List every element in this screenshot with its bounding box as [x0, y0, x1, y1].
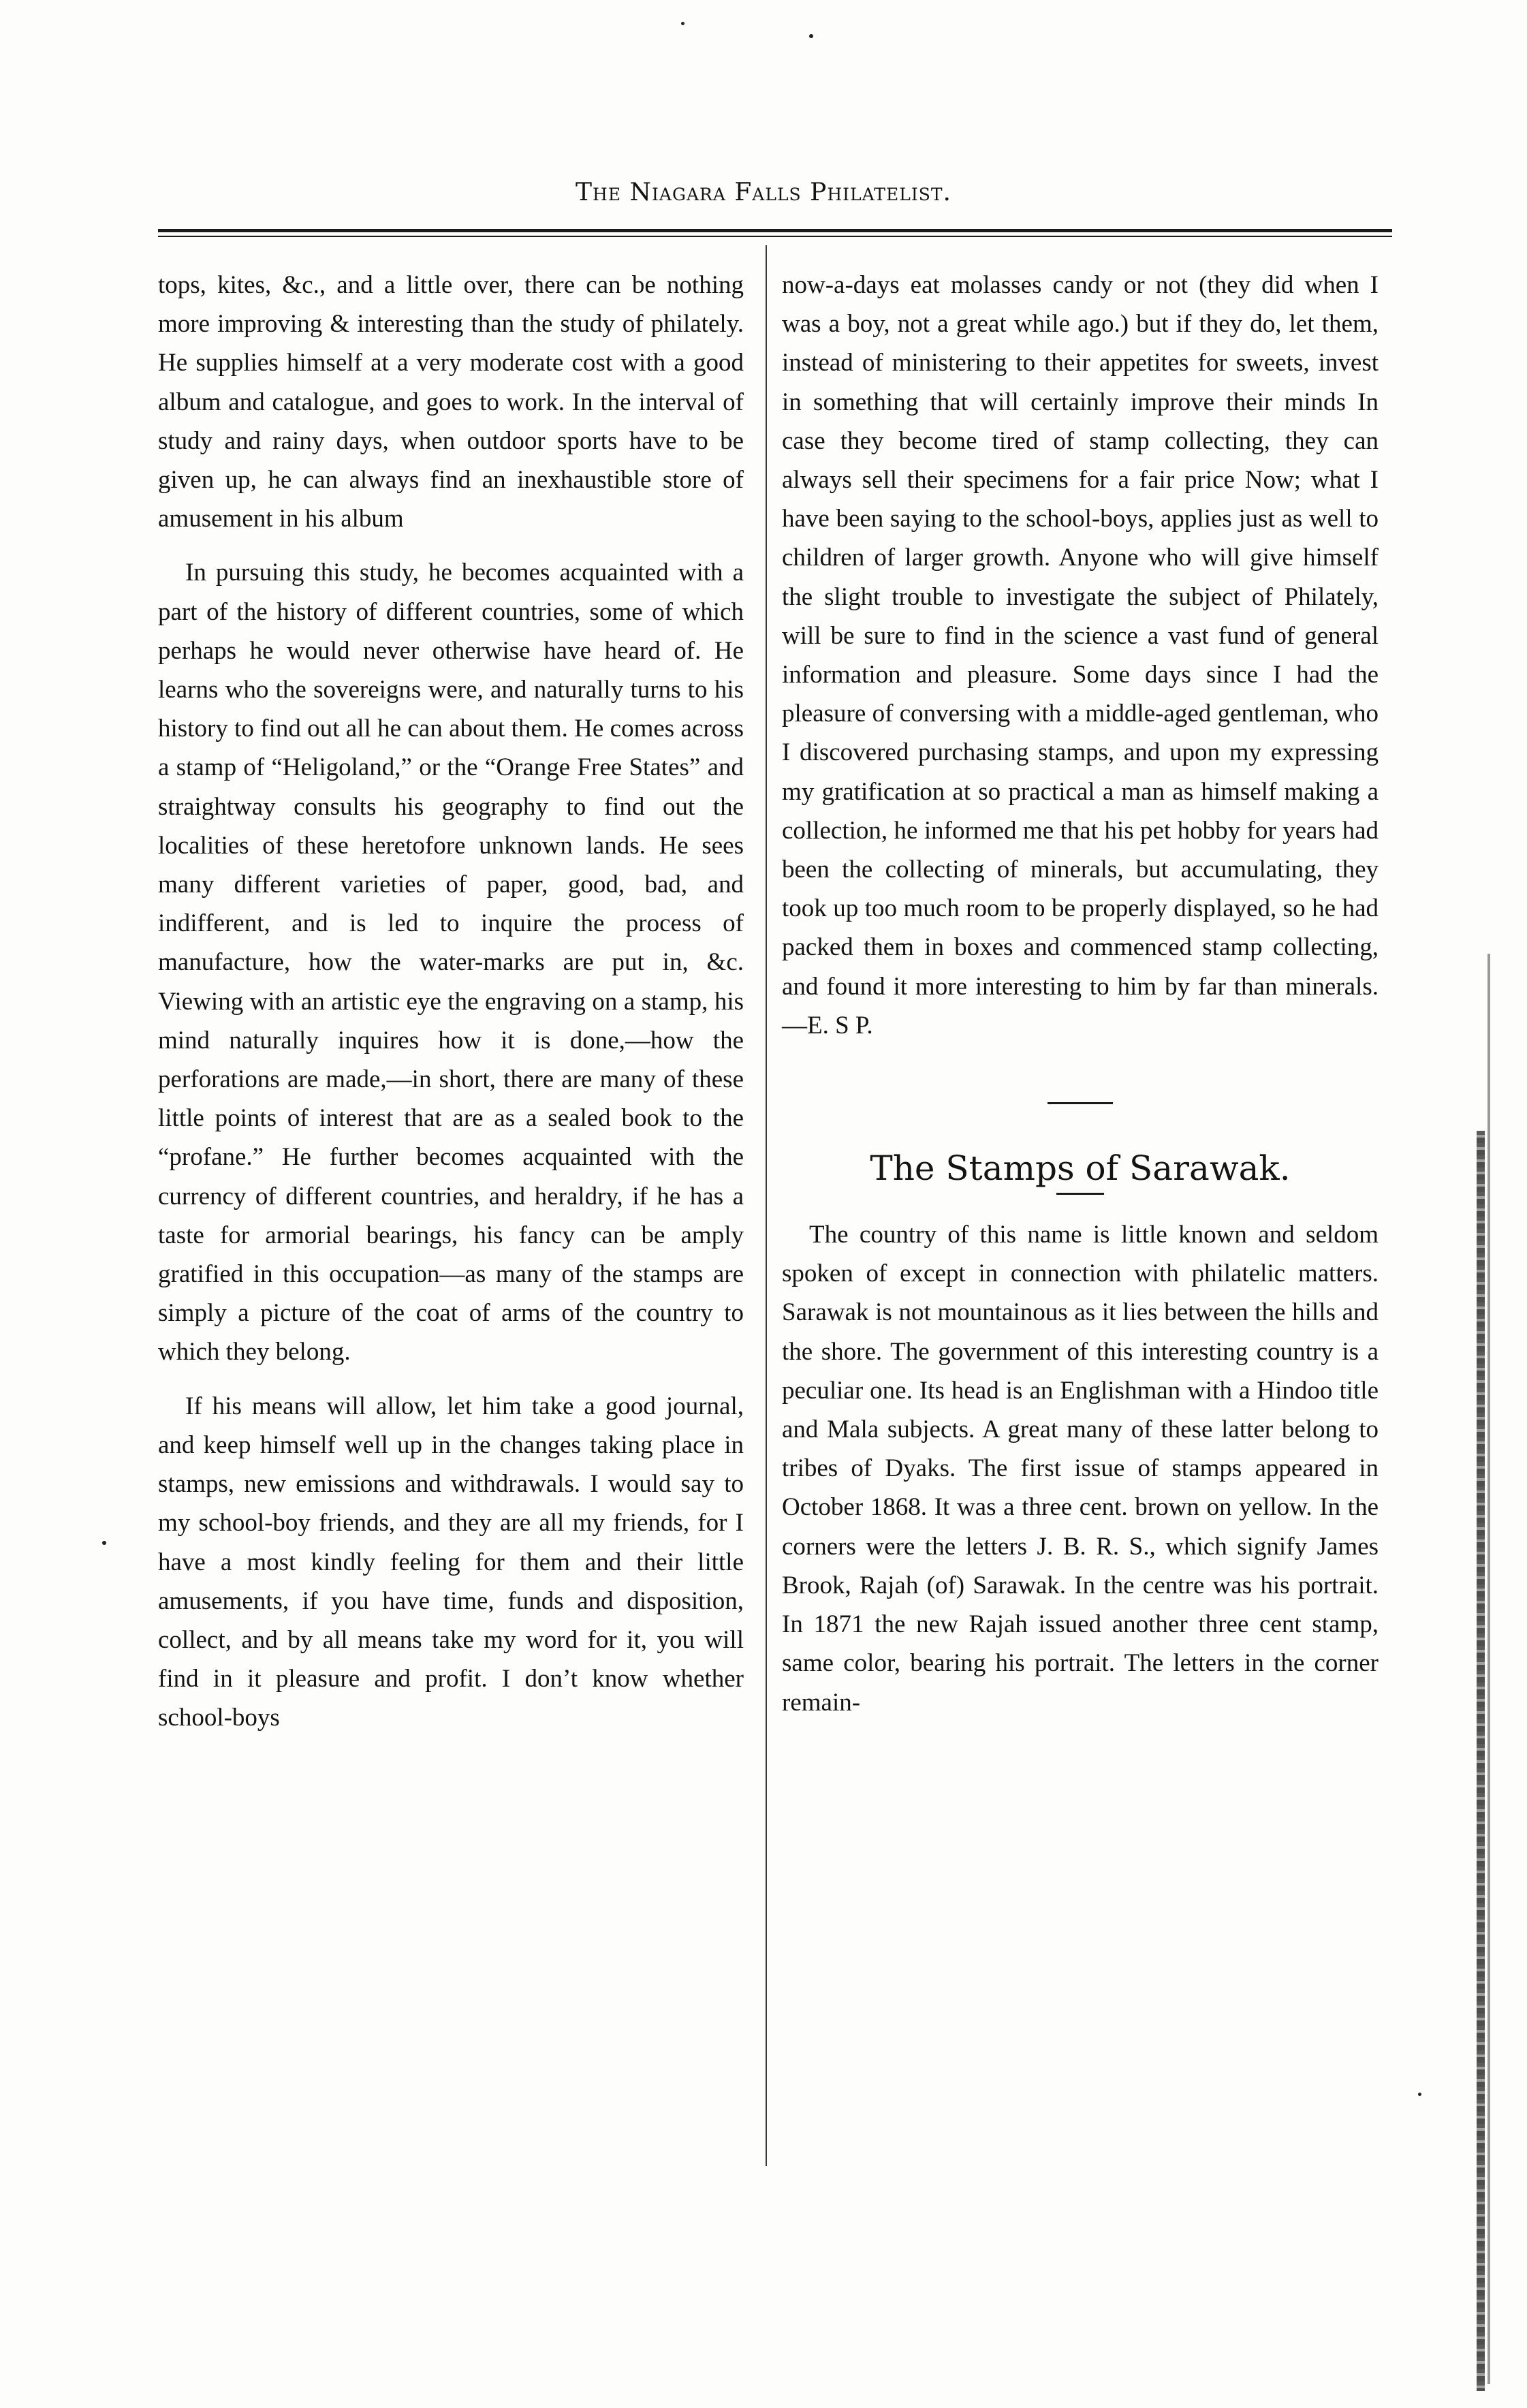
title-underline — [1056, 1193, 1104, 1195]
margin-speck — [1418, 2093, 1421, 2096]
margin-speck — [809, 34, 813, 38]
left-column — [158, 266, 744, 1738]
page-edge-binding — [1477, 1131, 1485, 2391]
page-edge-line — [1487, 954, 1490, 2384]
right-column — [782, 266, 1379, 1722]
left-paragraph-1: tops, kites, &c., and a little over, there can be nothing more improving & interesting than the study of philately. He supplies himself at a very moderate cost with a good album and catalogue, and goes to work. In the interval of study and rainy days, when outdoor sports have to be given up, he can always find an inexhaustible store of amusement in his album — [158, 271, 744, 533]
margin-speck — [102, 1541, 106, 1545]
column-divider — [766, 245, 767, 2166]
section-title: The Stamps of Sarawak. — [870, 1148, 1291, 1189]
header-rule-thin — [158, 236, 1392, 237]
margin-speck — [681, 22, 684, 25]
running-header: The Niagara Falls Philatelist. — [576, 178, 951, 206]
section-separator — [1048, 1102, 1113, 1104]
sarawak-paragraph: The country of this name is little known and seldom spoken of except in connection with philatelic matters. Sarawak is not mountainous as it lies between the hills and the shore. The government of this interesting country is a peculiar one. Its head is an Englishman with a Hindoo title and Mala subjects. A great many of these latter belong to tribes of Dyaks. The first issue of stamps appeared in October 1868. It was a three cent. brown on yellow. In the corners were the letters J. B. R. S., which signify James Brook, Rajah (of) Sarawak. In the centre was his portrait. In 1871 the new Rajah issued another three cent stamp, same color, bearing his portrait. The letters in the corner remain- — [782, 1221, 1379, 1717]
right-paragraph-1: now-a-days eat molasses candy or not (they did when I was a boy, not a great while ago.) but if they do, let them, instead of ministering to their appetites for sweets, invest in something that will certainly improve their minds In case they become tired of stamp collecting, they can always sell their specimens for a fair price Now; what I have been saying to the school-boys, applies just as well to children of larger growth. Anyone who will give himself the slight trouble to investigate the subject of Philately, will be sure to find in the science a vast fund of general information and pleasure. Some days since I had the pleasure of conversing with a middle-aged gentleman, who I discovered purchasing stamps, and upon my expressing my gratification at so practical a man as himself making a collection, he informed me that his pet hobby for years had been the collecting of minerals, but accumulating, they took up too much room to be properly displayed, so he had packed them in boxes and commenced stamp collecting, and found it more interesting to him by far than minerals.—E. S P. — [782, 271, 1379, 1039]
left-paragraph-2: In pursuing this study, he becomes acquainted with a part of the history of different countries, some of which perhaps he would never otherwise have heard of. He learns who the sovereigns were, and naturally turns to his history to find out all he can about them. He comes across a stamp of “Heligoland,” or the “Orange Free States” and straightway consults his geography to find out the localities of these heretofore unknown lands. He sees many different varieties of paper, good, bad, and indifferent, and is led to inquire the process of manufacture, how the water-marks are put in, &c. Viewing with an artistic eye the engraving on a stamp, his mind naturally inquires how it is done,—how the perforations are made,—in short, there are many of these little points of interest that are as a sealed book to the “profane.” He further becomes acquainted with the currency of different countries, and heraldry, if he has a taste for armorial bearings, his fancy can be amply gratified in this occupation—as many of the stamps are simply a picture of the coat of arms of the country to which they belong. — [158, 559, 744, 1366]
left-paragraph-3: If his means will allow, let him take a good journal, and keep himself well up in the changes taking place in stamps, new emissions and withdrawals. I would say to my school-boy friends, and they are all my friends, for I have a most kindly feeling for them and their little amusements, if you have time, funds and disposition, collect, and by all means take my word for it, you will find in it pleasure and profit. I don’t know whether school-boys — [158, 1392, 744, 1732]
header-rule-thick — [158, 229, 1392, 232]
